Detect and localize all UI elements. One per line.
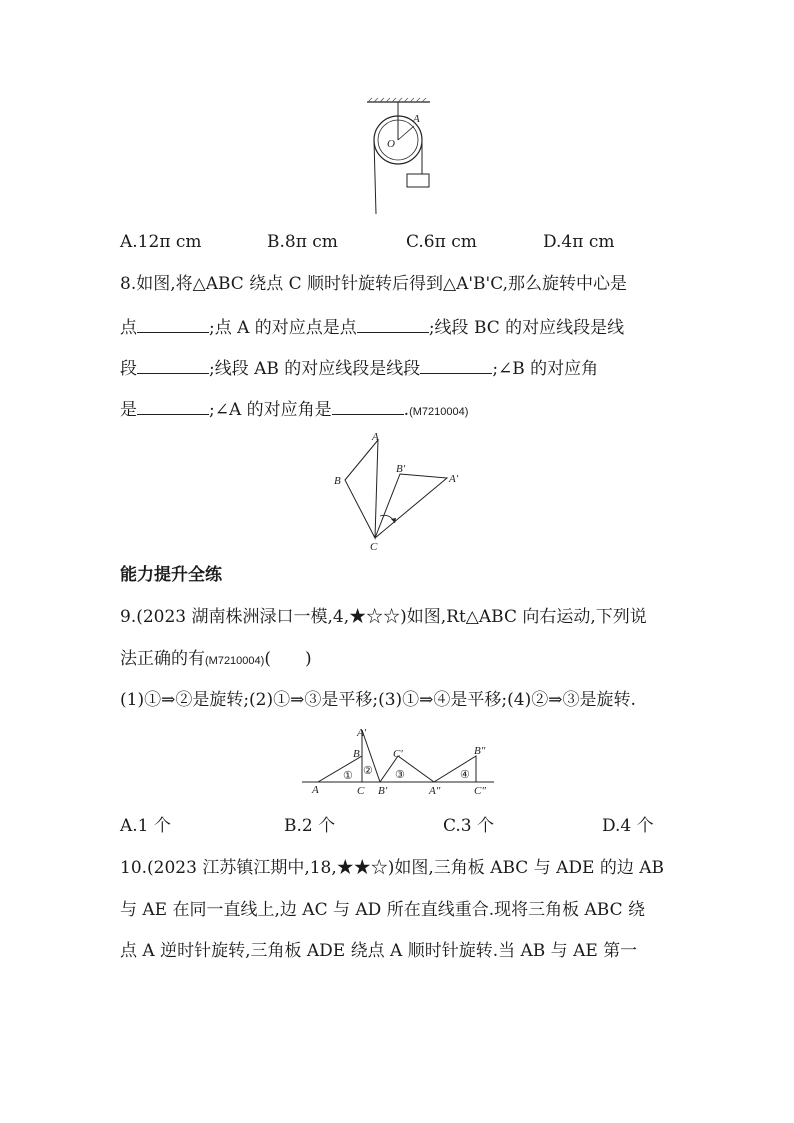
q8-line-2 bbox=[120, 316, 624, 339]
answer-blank[interactable] bbox=[137, 316, 209, 333]
q9-l2-text: 法正确的有 bbox=[120, 649, 205, 669]
motion-label-a2: A″ bbox=[429, 785, 441, 797]
q10-line-1: 10.(2023 江苏镇江期中,18,★★☆)如图,三角板 ABC 与 ADE 的边 AB bbox=[120, 858, 665, 878]
answer-blank[interactable] bbox=[420, 357, 492, 374]
q9-option-a: A.1 个 bbox=[120, 816, 171, 836]
pulley-label-o: O bbox=[387, 138, 395, 150]
q7-option-a: A.12π cm bbox=[120, 232, 202, 252]
rotation-label-c: C bbox=[370, 541, 378, 553]
q8-line-3 bbox=[120, 357, 598, 380]
q8-l4-b: ;∠A 的对应角是 bbox=[209, 400, 332, 420]
motion-num-4: ④ bbox=[460, 769, 470, 781]
rotation-label-a-prime: A′ bbox=[449, 473, 459, 485]
pulley-figure bbox=[362, 96, 442, 216]
q8-line-1: 8.如图,将△ABC 绕点 C 顺时针旋转后得到△A'B'C,那么旋转中心是 bbox=[120, 274, 628, 294]
q8-l2-a: 点 bbox=[120, 318, 137, 338]
answer-blank[interactable] bbox=[357, 316, 429, 333]
q9-line-1: 9.(2023 湖南株洲渌口一模,4,★☆☆)如图,Rt△ABC 向右运动,下列说 bbox=[120, 607, 647, 627]
rotation-label-a: A bbox=[372, 431, 379, 443]
q9-option-c: C.3 个 bbox=[443, 816, 495, 836]
pulley-label-a: A bbox=[413, 113, 420, 125]
q8-l3-a: 段 bbox=[120, 359, 137, 379]
motion-figure bbox=[300, 726, 500, 798]
motion-label-b1: B′ bbox=[378, 785, 388, 797]
motion-label-c2: C″ bbox=[474, 785, 486, 797]
motion-num-2: ② bbox=[363, 765, 373, 777]
section-title: 能力提升全练 bbox=[120, 565, 222, 585]
motion-label-b: B bbox=[353, 748, 360, 760]
rotation-figure bbox=[330, 428, 470, 553]
answer-blank[interactable] bbox=[137, 398, 209, 415]
q10-line-2: 与 AE 在同一直线上,边 AC 与 AD 所在直线重合.现将三角板 ABC 绕 bbox=[120, 900, 646, 920]
q9-line-2 bbox=[120, 648, 312, 672]
motion-label-a1: A′ bbox=[357, 727, 367, 739]
q9-code: (M7210004) bbox=[205, 655, 265, 667]
q9-option-d: D.4 个 bbox=[602, 816, 654, 836]
rotation-label-b-prime: B′ bbox=[396, 463, 406, 475]
q8-l2-b: ;点 A 的对应点是点 bbox=[209, 318, 357, 338]
q8-l3-c: ;∠B 的对应角 bbox=[492, 359, 599, 379]
motion-num-1: ① bbox=[343, 770, 353, 782]
answer-blank[interactable] bbox=[332, 398, 404, 415]
q8-l4-c: . bbox=[403, 400, 410, 420]
answer-blank[interactable] bbox=[137, 357, 209, 374]
q7-option-c: C.6π cm bbox=[406, 232, 477, 252]
q7-option-b: B.8π cm bbox=[267, 232, 338, 252]
q9-paren: ( ) bbox=[264, 649, 312, 669]
motion-label-b2: B″ bbox=[474, 745, 486, 757]
q8-l2-c: ;线段 BC 的对应线段是线 bbox=[428, 318, 625, 338]
q10-line-3: 点 A 逆时针旋转,三角板 ADE 绕点 A 顺时针旋转.当 AB 与 AE 第一 bbox=[120, 941, 638, 961]
motion-label-c1: C′ bbox=[393, 748, 403, 760]
q8-l4-a: 是 bbox=[120, 400, 137, 420]
q8-l3-b: ;线段 AB 的对应线段是线段 bbox=[209, 359, 421, 379]
rotation-label-b: B bbox=[334, 475, 341, 487]
motion-label-c: C bbox=[357, 785, 365, 797]
motion-num-3: ③ bbox=[395, 769, 405, 781]
q8-line-4 bbox=[120, 398, 468, 423]
q9-option-b: B.2 个 bbox=[284, 816, 336, 836]
q8-code: (M7210004) bbox=[409, 406, 469, 418]
q9-line-3: (1)①⇒②是旋转;(2)①⇒③是平移;(3)①⇒④是平移;(4)②⇒③是旋转. bbox=[120, 690, 636, 710]
q7-option-d: D.4π cm bbox=[543, 232, 615, 252]
motion-label-a: A bbox=[312, 784, 319, 796]
